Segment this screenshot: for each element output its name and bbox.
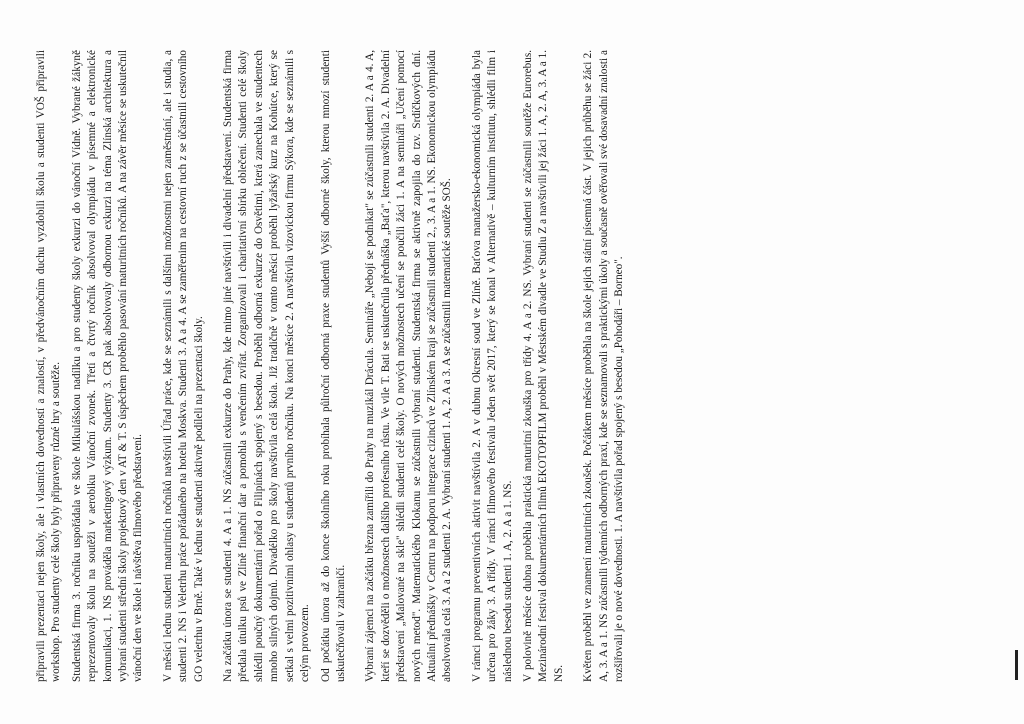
paragraph-march: Vybraní zájemci na začátku března zamířili do Prahy na muzikál Drácula. Semináře „Nebojí se podnikat" se zúčastnili studenti 2. A a 4. A, kteří se dozvěděli o možnostech dalšího profesního růstu. Ve vile T. Bati se uskutečnila přednáška „Baťa", kterou navštívila 2. A. Divadelní představení „Malované na skle" shlédli studenti celé školy. O nových možnostech učení se poučili žáci 1. A na semináři „Učení pomocí nových metod". Matematického Klokanu se zúčastnili vybraní studenti. Studentská firma se aktivně zapojila do tzv. Srdíčkových dní. Aktuální přednášky v Centru na podporu integrace cizinců ve Zlínském kraji se zúčastnili studenti 2., 3. A a 1. NS. Ekonomickou olympiádu absolvovala celá 3. A a 2 studenti 2. A. Vybraní studenti 1. A, 2. A a 3. A se zúčastnili matematické soutěže SOŠ. xyxy=(364,50,454,682)
paragraph-february-practice: Od počátku února až do konce školního roku probíhala půlroční odborná praxe studentů Vyšší odborné školy, kterou mnozí studenti uskutečňovali v zahraničí. xyxy=(319,50,347,682)
paragraph-december-activities: Studentská firma 3. ročníku uspořádala ve škole Mikulášskou nadílku a pro studenty školy exkurzi do vánoční Vídně. Vybrané žákyně reprezentovaly školu na soutěži v aerobiku Vánoční zvonek. Třetí a čtvrtý ročník absolvoval olympiádu v písemné a elektronické komunikaci, 1. NS prováděla marketingový výzkum. Studenty 3. CR pak absolvovaly odbornou exkurzi na téma Zlínská architektura a vybraní studenti střední školy projektový den v AT & T. S úspěchem proběhlo pasování maturitních ročníků. A na závěr měsíce se uskutečnil vánoční den ve škole i návštěva filmového představení. xyxy=(70,50,145,682)
paragraph-may: Květen proběhl ve znamení maturitních zkoušek. Počátkem měsíce proběhla na škole jejich státní písemná část. V jejich průběhu se žáci 2. A, 3. A a 1. NS zúčastnili týdenních odborných praxí, kde se seznamovali s praktickými úkoly a současně ověřovali své dosavadní znalosti a rozšiřovali je o nové dovednosti. 1. A navštívila pořad spojený s besedou „Pohodáři – Borneo". xyxy=(582,50,625,682)
page-text-body xyxy=(22,12,627,712)
paragraph-february: Na začátku února se studenti 4. A a 1. NS zúčastnili exkurze do Prahy, kde mimo jiné navštívili i divadelní představení. Studentská firma předala útulku psů ve Zlíně finanční dar a pomohla s venčením zvířat. Zorganizovali i charitativní sbírku oblečení. Studenti celé školy shlédli poučný dokumentární pořad o Filipínách spojený s besedou. Proběhl odborná exkurze do Osvětimi, která zanechala ve studentech mnoho silných dojmů. Divadélko pro školy navštívila celá škola. Již tradičně v tomto měsíci proběhl lyžařský kurz na Kohútce, který se setkal s velmi pozitivními ohlasy u studentů prvního ročníku. Na konci měsíce 2. A navštívila vizovickou firmu Sýkora, kde se seznámili s celým provozem. xyxy=(222,50,312,682)
scan-edge-mark xyxy=(1015,650,1018,680)
paragraph-december-intro: připravili prezentaci nejen školy, ale i vlastních dovedností a znalostí, v předvánočním duchu vyzdobili školu a studenti VOŠ připravili workshop. Pro studenty celé školy byly připraveny různé hry a soutěže. xyxy=(35,50,63,682)
paragraph-january: V měsíci lednu studenti maturitních ročníků navštívili Úřad práce, kde se seznámili s dalšími možnostmi nejen zaměstnání, ale i studia, a studenti 2. NS i Veletrhu práce pořádaného na hotelu Moskva. Studenti 3. A a 4. A se zaměřenim na cestovní ruch z se účastnili cestovního GO veletrhu v Brně. Také v lednu se studenti aktivně podíleli na prezentaci školy. xyxy=(161,50,205,682)
paragraph-april-second: V polovině měsíce dubna proběhla praktická maturitní zkouška pro třídy 4. A a 2. NS. Vybraní studenti se zúčastnili soutěže Eurorebus. Mezinárodní festival dokumentárních filmů EKOTOPFILM proběhl v Městském divadle ve Studiu Z a navštívili jej žáci 1. A, 2. A, 3. A a 1. NS. xyxy=(521,50,565,682)
paragraph-april: V rámci programu preventivních aktivit navštívila 2. A v dubnu Okresní soud ve Zlíně. Baťova manažersko-ekonomická olympiáda byla určena pro žáky 3. A třídy. V rámci filmového festivalu Jeden svět 2017, který se konal v Alternativě – kulturním institutu, shlédli film i následnou besedu studenti 1. A, 2. A a 1. NS. xyxy=(470,50,514,682)
rotated-page-content xyxy=(22,12,1002,712)
